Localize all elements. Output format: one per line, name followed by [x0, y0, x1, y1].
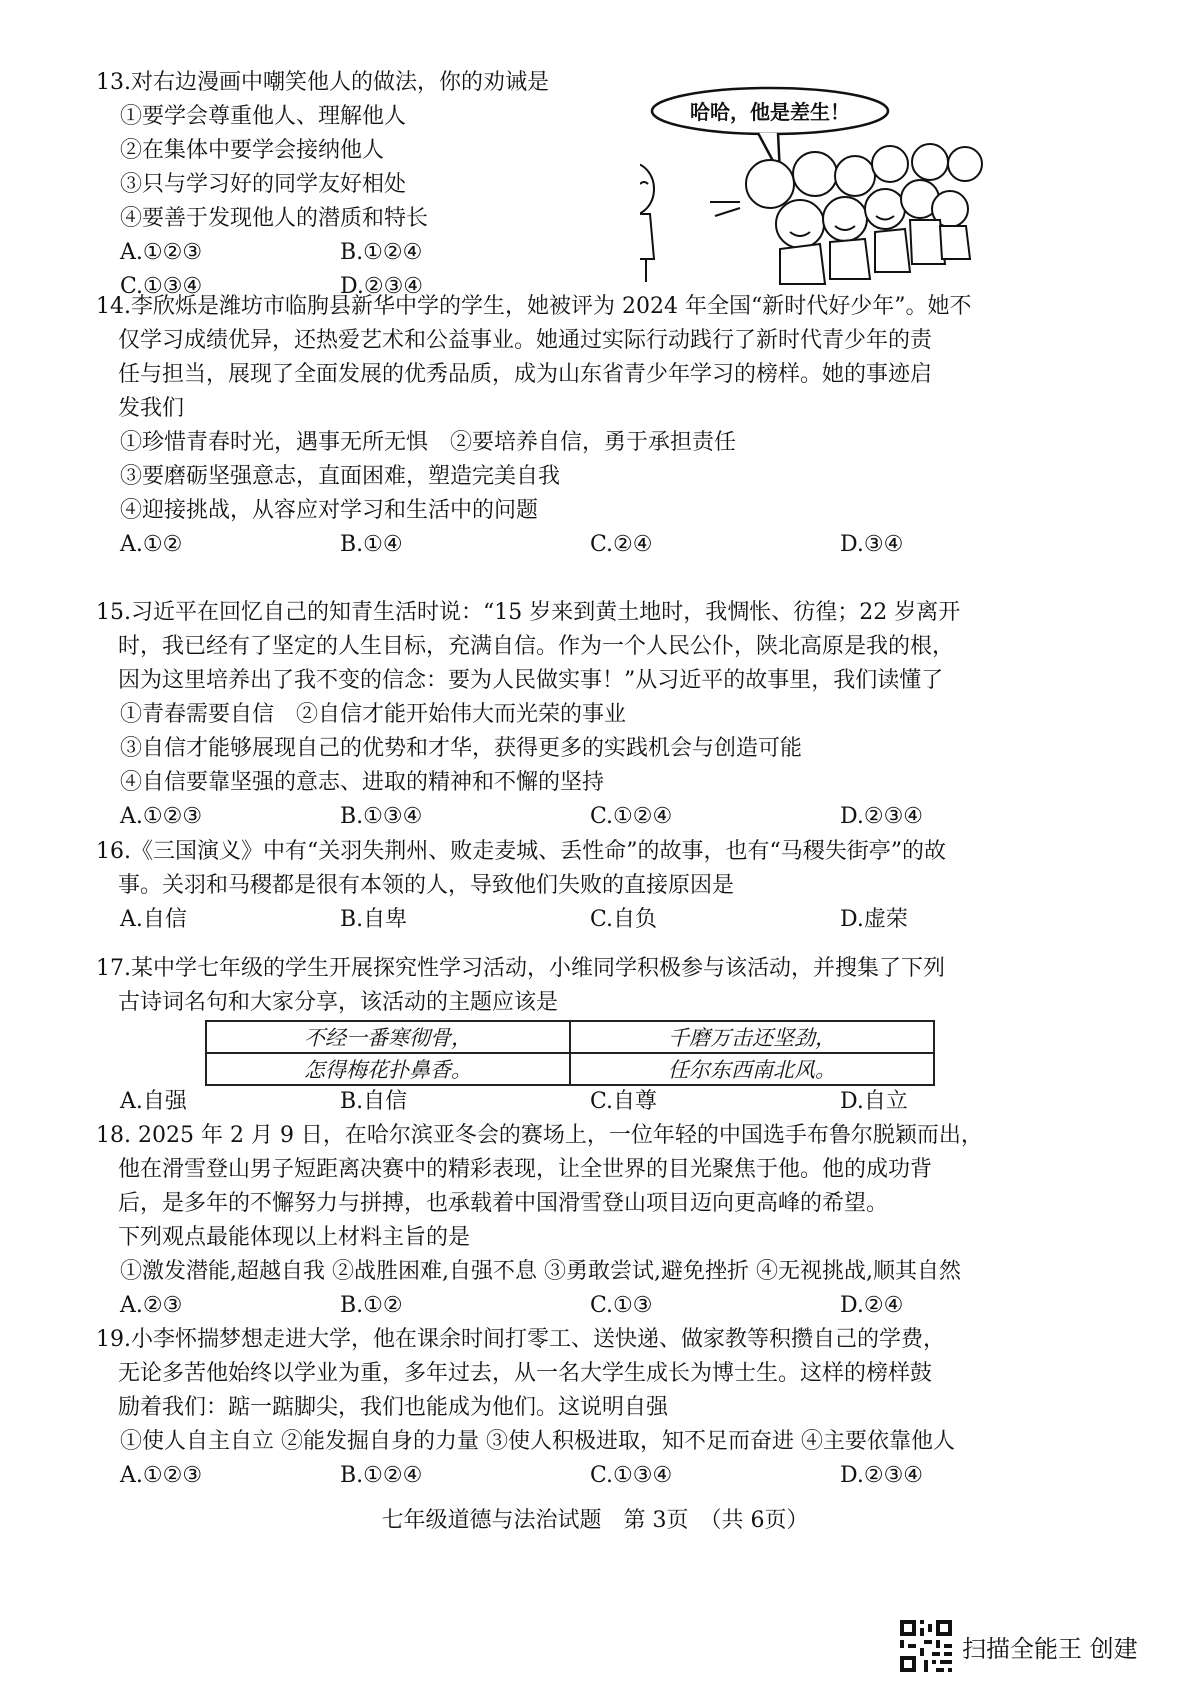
question-stem: 18. 2025 年 2 月 9 日，在哈尔滨亚冬会的赛场上，一位年轻的中国选手布鲁尔脱颖而出，	[96, 1123, 983, 1148]
option: ③自信才能够展现自己的优势和才华，获得更多的实践机会与创造可能	[120, 736, 803, 761]
table-row	[206, 1021, 934, 1053]
question-stem: 16.《三国演义》中有“关羽失荆州、败走麦城、丢性命”的故事，也有“马稷失街亭”的故	[96, 839, 946, 864]
choice-d: D.自立	[840, 1089, 908, 1114]
question-stem: 事。关羽和马稷都是很有本领的人，导致他们失败的直接原因是	[118, 873, 735, 898]
choices-row	[96, 528, 1056, 562]
page-footer: 七年级道德与法治试题 第 3页 （共 6页）	[381, 1508, 809, 1533]
cartoon-illustration	[640, 84, 1060, 294]
option: ①激发潜能,超越自我 ②战胜困难,自强不息 ③勇敢尝试,避免挫折 ④无视挑战,顺其自然	[120, 1259, 961, 1284]
question-stem: 15.习近平在回忆自己的知青生活时说：“15 岁来到黄土地时，我惆怅、彷徨；22 岁离开	[96, 600, 961, 625]
choices-row	[96, 236, 656, 270]
question-stem: 14.李欣烁是潍坊市临朐县新华中学的学生，她被评为 2024 年全国“新时代好少年”。她不	[96, 294, 972, 319]
laughing-students-group	[710, 144, 982, 284]
choices-row	[96, 903, 1056, 937]
scanner-watermark	[900, 1620, 1138, 1672]
choice-b: B.①②	[340, 1293, 403, 1318]
table-cell: 任尔东西南北风。	[570, 1053, 934, 1085]
choice-b: B.①②④	[340, 240, 423, 265]
choice-c: C.①③	[590, 1293, 653, 1318]
choice-a: A.自信	[120, 907, 187, 932]
option: ③要磨砺坚强意志，直面困难，塑造完美自我	[120, 464, 561, 489]
choice-c: C.②④	[590, 532, 653, 557]
question-stem: 13.对右边漫画中嘲笑他人的做法，你的劝诫是	[96, 70, 549, 95]
question-14	[96, 290, 1056, 562]
choice-d: D.②③④	[340, 274, 424, 299]
poem-table	[205, 1020, 935, 1086]
question-13	[96, 66, 656, 304]
question-stem: 他在滑雪登山男子短距离决赛中的精彩表现，让全世界的目光聚焦于他。他的成功背	[118, 1157, 933, 1182]
choice-d: D.②④	[840, 1293, 904, 1318]
choice-c: C.①③④	[120, 274, 203, 299]
question-stem: 后，是多年的不懈努力与拼搏，也承载着中国滑雪登山项目迈向更高峰的希望。	[118, 1191, 889, 1216]
choice-c: C.自尊	[590, 1089, 658, 1114]
question-stem: 无论多苦他始终以学业为重，多年过去，从一名大学生成长为博士生。这样的榜样鼓	[118, 1361, 933, 1386]
table-cell: 怎得梅花扑鼻香。	[206, 1053, 570, 1085]
table-cell: 千磨万击还坚劲，	[570, 1021, 934, 1053]
scanner-label: 扫描全能王 创建	[962, 1634, 1138, 1663]
option: ④要善于发现他人的潜质和特长	[120, 206, 429, 231]
choice-a: A.自强	[120, 1089, 187, 1114]
lone-student-figure	[640, 163, 654, 282]
choice-d: D.虚荣	[840, 907, 908, 932]
question-stem: 仅学习成绩优异，还热爱艺术和公益事业。她通过实际行动践行了新时代青少年的责	[118, 328, 933, 353]
question-19	[96, 1323, 1056, 1493]
question-stem: 19.小李怀揣梦想走进大学，他在课余时间打零工、送快递、做家教等积攒自己的学费，	[96, 1327, 945, 1352]
option: ①青春需要自信 ②自信才能开始伟大而光荣的事业	[120, 702, 627, 727]
option: ④自信要靠坚强的意志、进取的精神和不懈的坚持	[120, 770, 605, 795]
question-stem: 下列观点最能体现以上材料主旨的是	[118, 1225, 471, 1250]
choice-b: B.自卑	[340, 907, 408, 932]
question-stem: 古诗词名句和大家分享，该活动的主题应该是	[118, 990, 559, 1015]
choice-c: C.①③④	[590, 1463, 673, 1488]
choice-a: A.①②③	[120, 1463, 203, 1488]
choice-a: A.②③	[120, 1293, 183, 1318]
choice-b: B.①④	[340, 532, 403, 557]
choice-a: A.①②③	[120, 240, 203, 265]
question-stem: 17.某中学七年级的学生开展探究性学习活动，小维同学积极参与该活动，并搜集了下列	[96, 956, 945, 981]
choice-c: C.①②④	[590, 804, 673, 829]
question-15	[96, 596, 1056, 834]
question-18	[96, 1119, 1056, 1323]
choices-row	[96, 1459, 1056, 1493]
choice-b: B.自信	[340, 1089, 408, 1114]
choice-a: A.①②	[120, 532, 183, 557]
choices-row	[96, 1085, 1056, 1119]
choice-b: B.①③④	[340, 804, 423, 829]
choice-c: C.自负	[590, 907, 658, 932]
option: ①要学会尊重他人、理解他人	[120, 104, 407, 129]
option: ①珍惜青春时光，遇事无所无惧 ②要培养自信，勇于承担责任	[120, 430, 737, 455]
question-stem: 励着我们：踮一踮脚尖，我们也能成为他们。这说明自强	[118, 1395, 669, 1420]
table-row	[206, 1053, 934, 1085]
option: ④迎接挑战，从容应对学习和生活中的问题	[120, 498, 539, 523]
choices-row	[96, 1289, 1056, 1323]
question-stem: 时，我已经有了坚定的人生目标，充满自信。作为一个人民公仆，陕北高原是我的根，	[118, 634, 955, 659]
speech-text: 哈哈，他是差生！	[690, 100, 850, 124]
qr-code-icon	[900, 1620, 952, 1672]
question-17-choices	[96, 1085, 1056, 1119]
question-stem: 发我们	[118, 396, 185, 421]
question-17	[96, 952, 1056, 1020]
option: ①使人自主自立 ②能发掘自身的力量 ③使人积极进取，知不足而奋进 ④主要依靠他人	[120, 1429, 955, 1454]
option: ③只与学习好的同学友好相处	[120, 172, 407, 197]
choice-d: D.③④	[840, 532, 904, 557]
question-stem: 因为这里培养出了我不变的信念：要为人民做实事！”从习近平的故事里，我们读懂了	[118, 668, 944, 693]
choices-row	[96, 800, 1056, 834]
option: ②在集体中要学会接纳他人	[120, 138, 385, 163]
question-stem: 任与担当，展现了全面发展的优秀品质，成为山东省青少年学习的榜样。她的事迹启	[118, 362, 933, 387]
choice-d: D.②③④	[840, 1463, 924, 1488]
question-16	[96, 835, 1056, 937]
choice-a: A.①②③	[120, 804, 203, 829]
choice-d: D.②③④	[840, 804, 924, 829]
choice-b: B.①②④	[340, 1463, 423, 1488]
table-cell: 不经一番寒彻骨，	[206, 1021, 570, 1053]
